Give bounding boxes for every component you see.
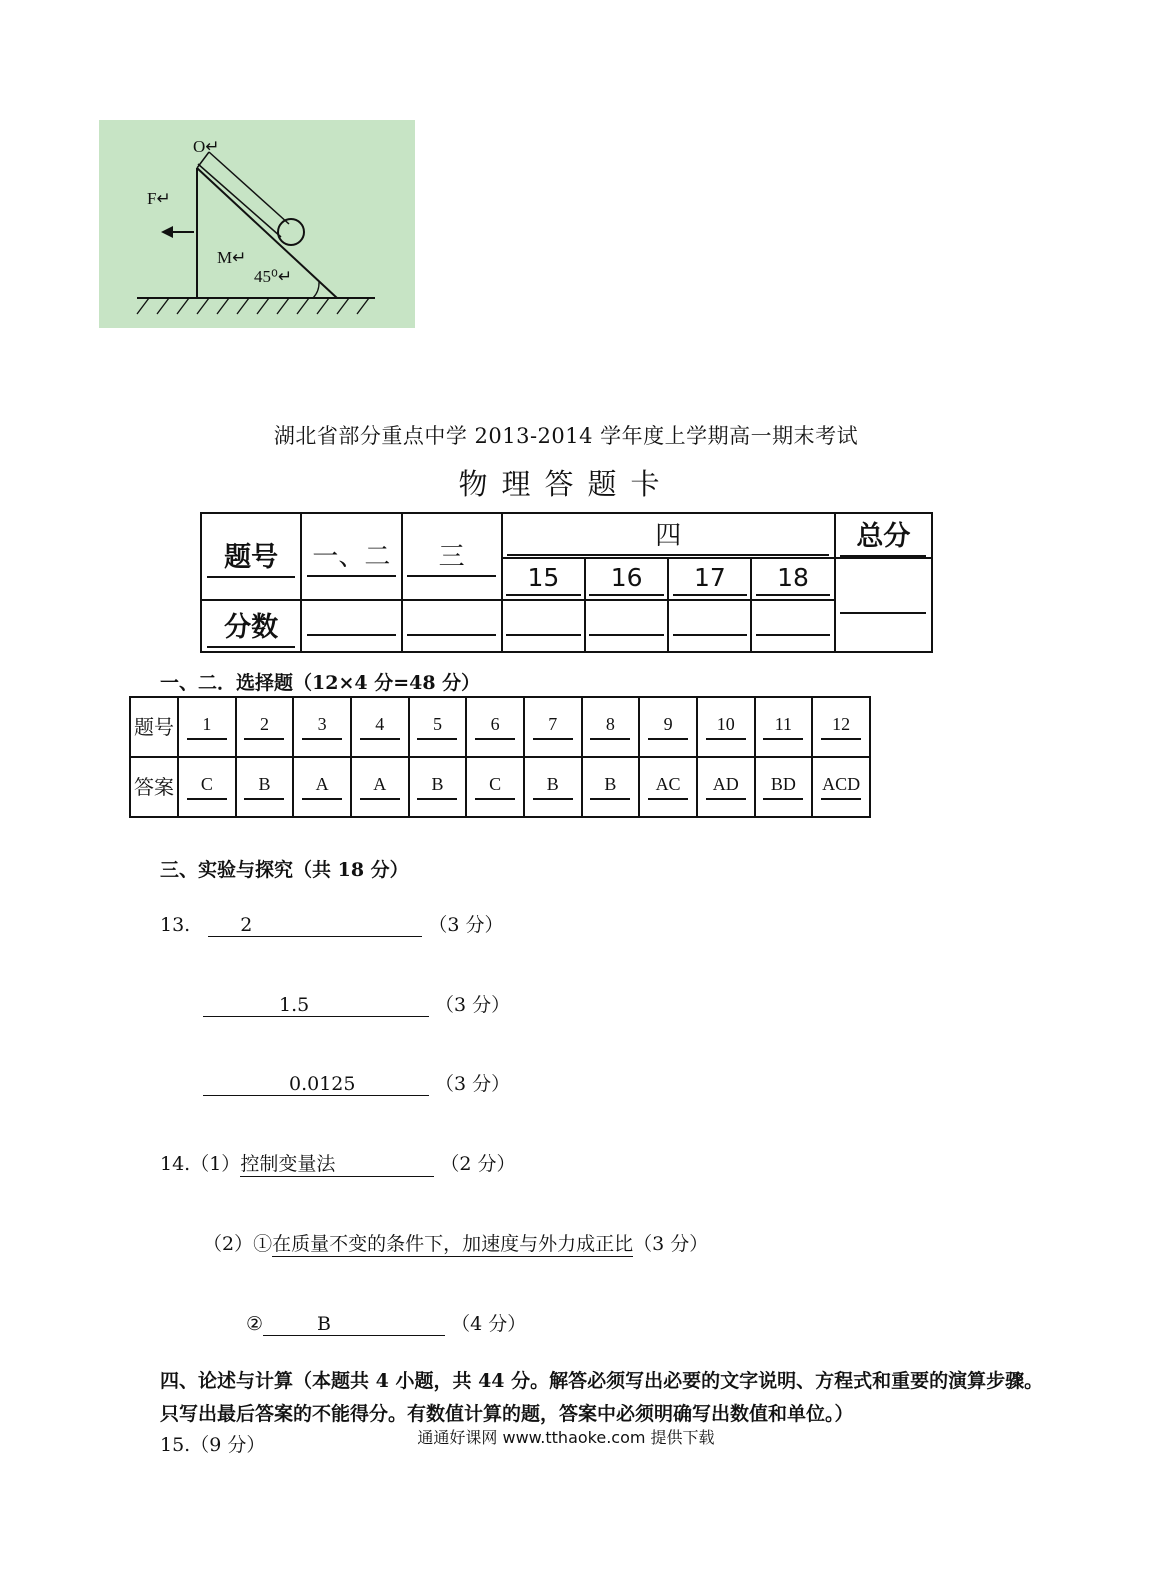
choice-answer[interactable]: A xyxy=(351,757,409,817)
q14-part3-prefix: ② xyxy=(246,1313,264,1335)
q13-score-1: （3 分） xyxy=(428,914,504,936)
choice-row-label-number: 题号 xyxy=(130,697,178,757)
choice-number: 4 xyxy=(351,697,409,757)
answer-sheet-title: 物理答题卡 xyxy=(458,467,674,501)
q15-label: 15.（9 分） xyxy=(160,1434,266,1456)
choice-number: 10 xyxy=(697,697,755,757)
score-cell-col2[interactable] xyxy=(402,600,502,652)
q13-prefix: 13. xyxy=(160,914,191,936)
score-cell-18[interactable] xyxy=(751,600,834,652)
score-header-col3: 四 xyxy=(502,513,835,558)
q13-score-3: （3 分） xyxy=(435,1073,511,1095)
exam-title: 湖北省部分重点中学 2013-2014 学年度上学期高一期末考试 xyxy=(273,424,859,448)
q14-prefix: 14.（1） xyxy=(160,1153,241,1175)
physics-diagram xyxy=(99,120,415,328)
choice-number: 1 xyxy=(178,697,236,757)
choice-number: 6 xyxy=(466,697,524,757)
choice-number: 9 xyxy=(639,697,697,757)
score-row-fenshu: 分数 xyxy=(201,600,301,652)
label-angle: 45⁰↵ xyxy=(254,267,293,286)
q14-line-1 xyxy=(160,1149,516,1177)
q13-score-2: （3 分） xyxy=(435,994,511,1016)
score-total-cell[interactable] xyxy=(835,558,932,652)
label-o: O↵ xyxy=(193,137,220,156)
q13-line-3 xyxy=(203,1069,510,1096)
force-arrowhead xyxy=(161,226,173,238)
q14-part2-prefix: （2）① xyxy=(203,1233,273,1255)
choice-number: 7 xyxy=(524,697,582,757)
q13-line-1 xyxy=(160,910,503,937)
choice-answer-table xyxy=(129,696,871,818)
q14-score-3: （4 分） xyxy=(451,1313,527,1335)
choice-number: 3 xyxy=(293,697,351,757)
choice-answer[interactable]: BD xyxy=(755,757,813,817)
q14-answer-2[interactable]: 在质量不变的条件下，加速度与外力成正比 xyxy=(272,1229,633,1257)
score-cell-17[interactable] xyxy=(668,600,751,652)
q14-answer-3[interactable]: B xyxy=(263,1313,445,1336)
choice-answer[interactable]: B xyxy=(524,757,582,817)
choice-answer[interactable]: ACD xyxy=(812,757,870,817)
score-header-col1: 一、二 xyxy=(301,513,401,600)
q13-line-2 xyxy=(203,990,510,1017)
score-header-total: 总分 xyxy=(835,513,932,558)
choice-number: 12 xyxy=(812,697,870,757)
rod-lower xyxy=(198,164,281,237)
score-cell-15[interactable] xyxy=(502,600,585,652)
q14-answer-1[interactable]: 控制变量法 xyxy=(240,1149,434,1177)
q13-answer-2[interactable]: 1.5 xyxy=(203,994,429,1017)
footer-credit: 通通好课网 www.tthaoke.com 提供下载 xyxy=(417,1428,715,1447)
section-calculation-heading: 四、论述与计算（本题共 4 小题，共 44 分。解答必须写出必要的文字说明、方程式和重要的演算步骤。只写出最后答案的不能得分。有数值计算的题，答案中必须明确写出数值和单位。） xyxy=(160,1370,1044,1425)
rod-upper xyxy=(209,152,289,224)
score-sub-16: 16 xyxy=(585,558,668,600)
score-cell-col1[interactable] xyxy=(301,600,401,652)
score-header-tihao: 题号 xyxy=(201,513,301,600)
score-sub-18: 18 xyxy=(751,558,834,600)
choice-answer[interactable]: A xyxy=(293,757,351,817)
choice-answer[interactable]: B xyxy=(236,757,294,817)
choice-row-label-answer: 答案 xyxy=(130,757,178,817)
score-sub-17: 17 xyxy=(668,558,751,600)
q14-score-1: （2 分） xyxy=(440,1153,516,1175)
section-experiment-heading: 三、实验与探究（共 18 分） xyxy=(160,859,409,881)
ball xyxy=(278,219,304,245)
choice-answer[interactable]: AD xyxy=(697,757,755,817)
section-choice-heading: 一、二．选择题（12×4 分=48 分） xyxy=(160,672,481,694)
score-header-col2: 三 xyxy=(402,513,502,600)
q14-line-3 xyxy=(246,1309,526,1336)
q13-answer-1[interactable]: 2 xyxy=(208,914,422,937)
choice-answer[interactable]: C xyxy=(178,757,236,817)
q13-answer-3[interactable]: 0.0125 xyxy=(203,1073,429,1096)
score-sub-15: 15 xyxy=(502,558,585,600)
label-m: M↵ xyxy=(217,248,247,267)
q14-line-2 xyxy=(203,1229,708,1257)
angle-arc xyxy=(313,282,319,298)
choice-number: 11 xyxy=(755,697,813,757)
choice-answer[interactable]: AC xyxy=(639,757,697,817)
score-table xyxy=(200,512,933,653)
label-f: F↵ xyxy=(147,189,171,208)
score-cell-16[interactable] xyxy=(585,600,668,652)
choice-number: 8 xyxy=(582,697,640,757)
choice-number: 2 xyxy=(236,697,294,757)
choice-answer[interactable]: B xyxy=(582,757,640,817)
q14-score-2: （3 分） xyxy=(633,1233,709,1255)
choice-number: 5 xyxy=(409,697,467,757)
choice-answer[interactable]: B xyxy=(409,757,467,817)
ground-hatching xyxy=(137,298,369,314)
choice-answer[interactable]: C xyxy=(466,757,524,817)
incline-diagram-svg xyxy=(99,120,415,328)
